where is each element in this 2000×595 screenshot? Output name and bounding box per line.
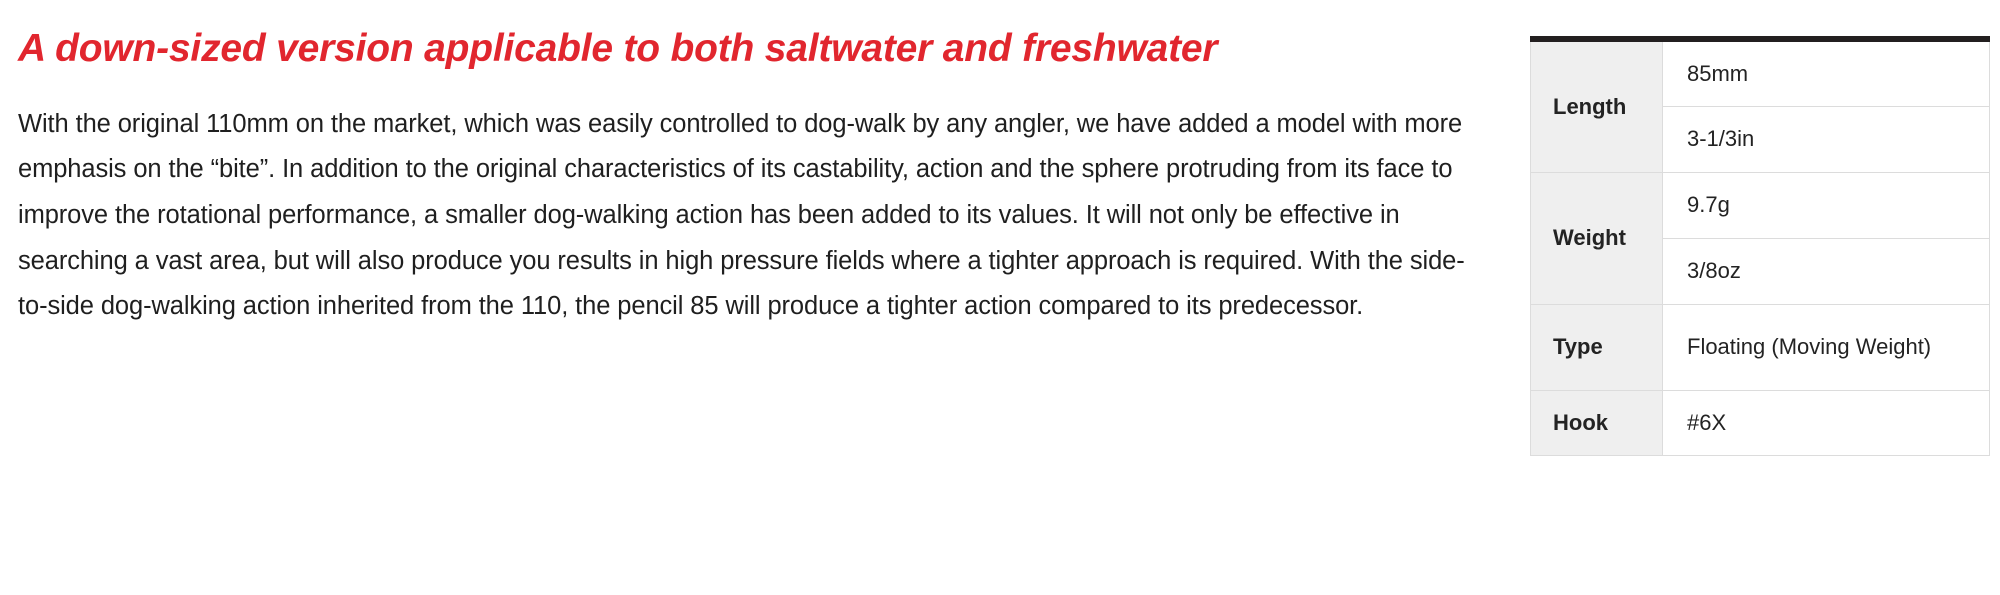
page-title: A down-sized version applicable to both saltwater and freshwater <box>18 27 1218 70</box>
spec-label-weight: Weight <box>1531 172 1663 304</box>
specifications-table <box>1530 36 1990 456</box>
spec-value-type: Floating (Moving Weight) <box>1663 304 1990 390</box>
spec-value-length-mm: 85mm <box>1663 39 1990 106</box>
spec-value-length-in: 3-1/3in <box>1663 106 1990 172</box>
spec-label-length: Length <box>1531 39 1663 172</box>
spec-table-column <box>1530 0 2000 595</box>
spec-value-hook: #6X <box>1663 390 1990 455</box>
spec-label-hook: Hook <box>1531 390 1663 455</box>
spec-value-weight-g: 9.7g <box>1663 172 1990 238</box>
description-paragraph: With the original 110mm on the market, which was easily controlled to dog-walk by any angler, we have added a model with more emphasis on the “bite”. In addition to the original characteristics of its castability, action and the sphere protruding from its face to improve the rotational performance, a smaller dog-walking action has been added to its values. It will not only be effective in searching a vast area, but will also produce you results in high pressure fields where a tighter approach is required. With the side-to-side dog-walking action inherited from the 110, the pencil 85 will produce a tighter action compared to its predecessor. <box>18 109 1465 321</box>
table-row <box>1531 390 1990 455</box>
table-row <box>1531 304 1990 390</box>
spec-value-weight-oz: 3/8oz <box>1663 238 1990 304</box>
table-row <box>1531 39 1990 106</box>
table-row <box>1531 172 1990 238</box>
spec-label-type: Type <box>1531 304 1663 390</box>
